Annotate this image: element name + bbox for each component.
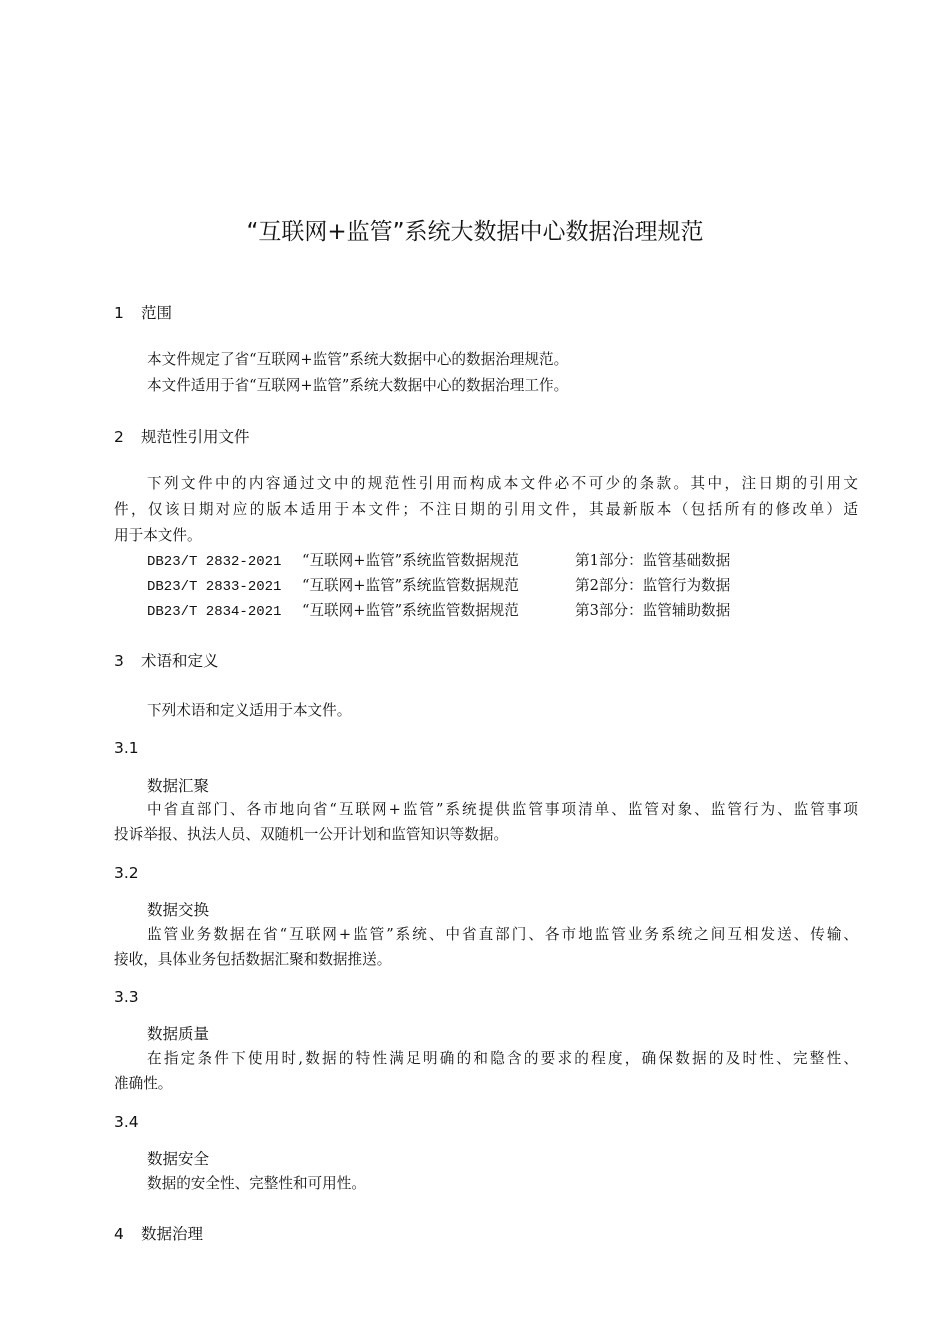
- term-number: 3.1: [114, 739, 139, 757]
- section-number: 3: [114, 652, 124, 670]
- reference-item: [147, 576, 730, 597]
- reference-code: DB23/T 2833-2021: [147, 579, 282, 595]
- term-number: 3.3: [114, 988, 139, 1006]
- section-number: 2: [114, 428, 124, 446]
- section-heading-normative-references: [114, 427, 250, 447]
- paragraph-line: 件，仅该日期对应的版本适用于本文件；不注日期的引用文件，其最新版本（包括所有的修改单）适: [114, 501, 858, 518]
- reference-name: “互联网+监管”系统监管数据规范: [302, 552, 519, 569]
- section-title: 规范性引用文件: [141, 428, 250, 446]
- section-title: 术语和定义: [141, 652, 219, 670]
- term-number: 3.2: [114, 864, 139, 882]
- term-definition-line: 投诉举报、执法人员、双随机一公开计划和监管知识等数据。: [114, 826, 509, 843]
- section-number: 4: [114, 1225, 124, 1243]
- section-title: 范围: [141, 304, 173, 322]
- term-definition-line: 中省直部门、各市地向省“互联网+监管”系统提供监管事项清单、监管对象、监管行为、监管事项: [147, 801, 858, 818]
- reference-code: DB23/T 2834-2021: [147, 604, 282, 620]
- section-heading-terms: [114, 651, 219, 671]
- paragraph-line: 下列文件中的内容通过文中的规范性引用而构成本文件必不可少的条款。其中，注日期的引用文: [147, 475, 858, 492]
- term-number: 3.4: [114, 1113, 139, 1131]
- term-definition-line: 监管业务数据在省“互联网+监管”系统、中省直部门、各市地监管业务系统之间互相发送、传输、: [147, 926, 858, 943]
- reference-part: 第3部分：监管辅助数据: [575, 602, 731, 619]
- section-heading-scope: [114, 303, 172, 323]
- term-name: 数据汇聚: [147, 777, 210, 795]
- reference-part: 第1部分：监管基础数据: [575, 552, 731, 569]
- section-title: 数据治理: [141, 1225, 204, 1243]
- reference-part: 第2部分：监管行为数据: [575, 577, 731, 594]
- reference-name: “互联网+监管”系统监管数据规范: [302, 602, 519, 619]
- term-definition-line: 接收，具体业务包括数据汇聚和数据推送。: [114, 951, 392, 968]
- paragraph-line: 本文件适用于省“互联网+监管”系统大数据中心的数据治理工作。: [147, 377, 569, 394]
- reference-name: “互联网+监管”系统监管数据规范: [302, 577, 519, 594]
- term-definition-line: 数据的安全性、完整性和可用性。: [147, 1175, 366, 1192]
- paragraph-line: 下列术语和定义适用于本文件。: [147, 702, 352, 719]
- section-number: 1: [114, 304, 124, 322]
- paragraph-line: 本文件规定了省“互联网+监管”系统大数据中心的数据治理规范。: [147, 351, 569, 368]
- term-name: 数据质量: [147, 1025, 210, 1043]
- document-title: “互联网+监管”系统大数据中心数据治理规范: [246, 219, 704, 245]
- term-definition-line: 准确性。: [114, 1075, 173, 1092]
- paragraph-line: 用于本文件。: [114, 527, 202, 544]
- reference-item: [147, 551, 730, 572]
- term-name: 数据交换: [147, 901, 210, 919]
- reference-code: DB23/T 2832-2021: [147, 554, 282, 570]
- reference-item: [147, 601, 730, 622]
- term-definition-line: 在指定条件下使用时,数据的特性满足明确的和隐含的要求的程度，确保数据的及时性、完整性、: [147, 1050, 858, 1067]
- section-heading-data-governance: [114, 1224, 203, 1244]
- term-name: 数据安全: [147, 1150, 210, 1168]
